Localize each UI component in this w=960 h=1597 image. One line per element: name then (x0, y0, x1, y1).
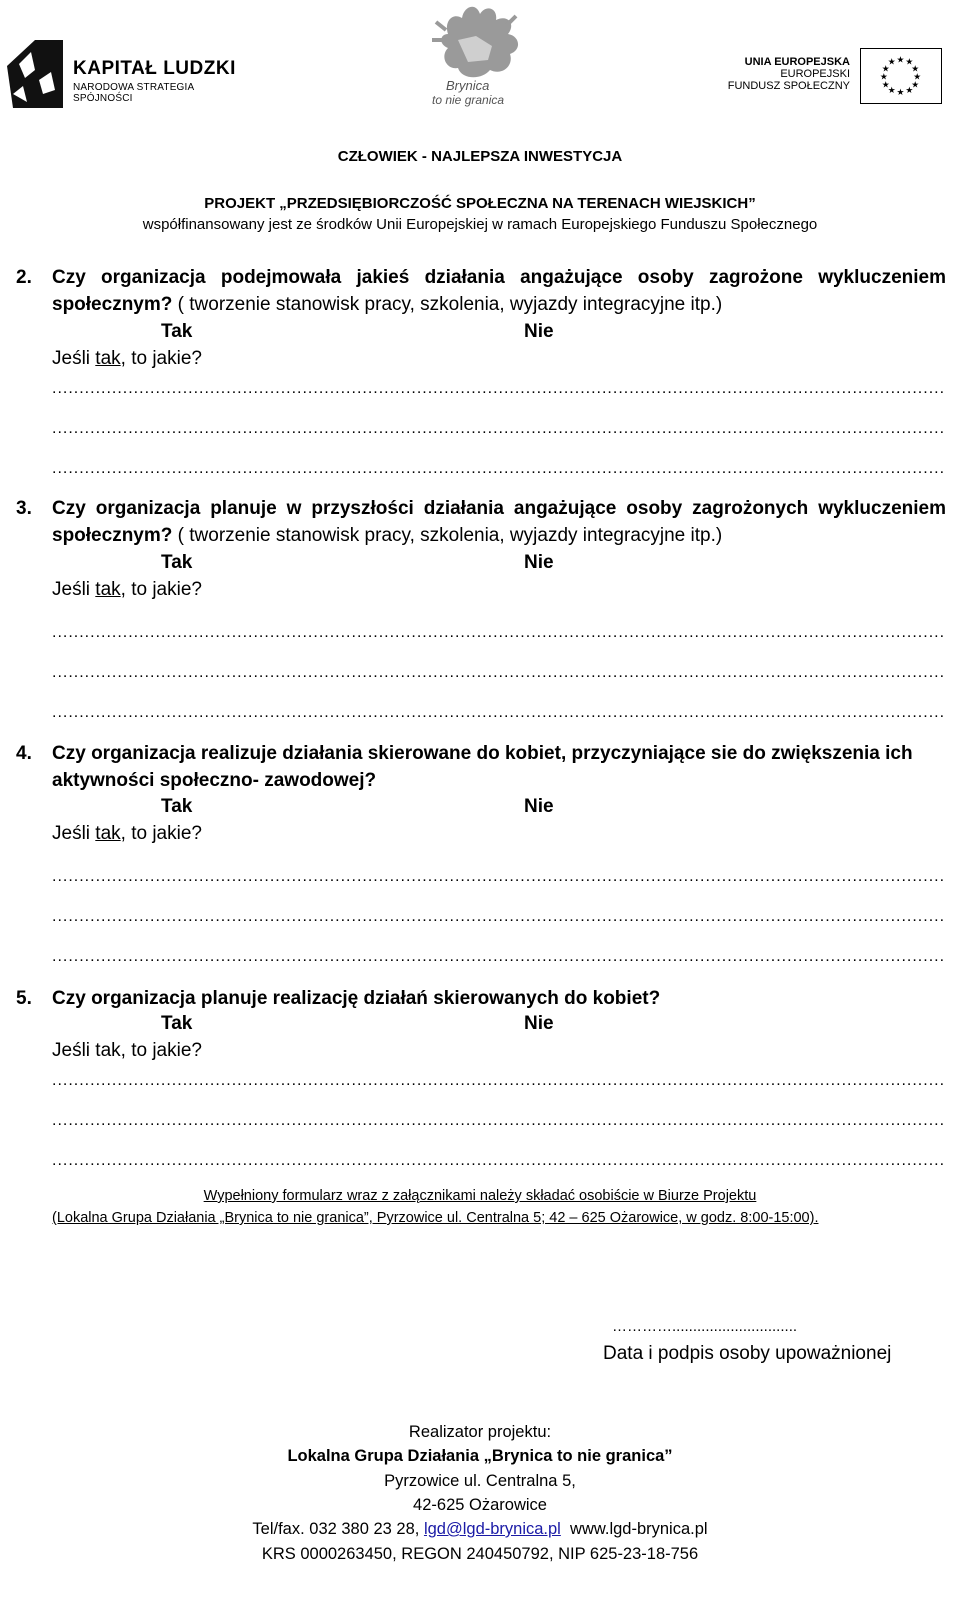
answer-line[interactable] (52, 1074, 945, 1088)
answer-line[interactable] (52, 910, 945, 924)
answer-line[interactable] (52, 1114, 945, 1128)
answer-line[interactable] (52, 666, 945, 680)
question-number: 2. (16, 267, 32, 288)
footer-www: www.lgd-brynica.pl (560, 1520, 708, 1538)
question-text: Czy organizacja planuje realizację działań skierowanych do kobiet? (52, 988, 661, 1009)
question-number: 4. (16, 743, 32, 764)
footer-contact (0, 1520, 960, 1539)
if-yes-prompt: Jeśli tak, to jakie? (52, 348, 202, 369)
svg-text:★: ★ (913, 72, 922, 83)
svg-text:★: ★ (911, 80, 920, 91)
kapital-ludzki-emblem-icon (5, 36, 67, 112)
option-nie[interactable]: Nie (524, 1013, 554, 1034)
if-yes-prompt: Jeśli tak, to jakie? (52, 579, 202, 600)
hand-print-icon (418, 0, 538, 82)
svg-text:★: ★ (905, 57, 914, 68)
footer-email-link[interactable]: lgd@lgd-brynica.pl (423, 1520, 561, 1538)
kapital-logo-subtitle: NARODOWA STRATEGIA SPÓJNOŚCI (73, 82, 194, 104)
brynica-logo (410, 0, 540, 112)
ue-logo-line1: UNIA EUROPEJSKA (744, 56, 850, 68)
answer-line[interactable] (52, 462, 945, 476)
svg-text:★: ★ (896, 55, 905, 66)
question-number: 3. (16, 498, 32, 519)
eu-flag-icon (860, 48, 942, 104)
question-5 (16, 985, 946, 1012)
answer-line[interactable] (52, 950, 945, 964)
option-nie[interactable]: Nie (524, 321, 554, 342)
question-hint: ( tworzenie stanowisk pracy, szkolenia, wyjazdy integracyjne itp.) (172, 294, 723, 315)
svg-text:★: ★ (911, 64, 920, 75)
option-tak[interactable]: Tak (161, 796, 193, 817)
answer-line[interactable] (52, 626, 945, 640)
option-nie[interactable]: Nie (524, 796, 554, 817)
footer-tel: Tel/fax. 032 380 23 28, (252, 1520, 424, 1538)
eu-stars-icon (861, 49, 940, 102)
svg-text:★: ★ (905, 86, 914, 97)
svg-text:★: ★ (887, 57, 896, 68)
signature-label: Data i podpis osoby upoważnionej (603, 1343, 892, 1364)
footer-realizator: Realizator projektu: (408, 1423, 552, 1441)
svg-text:★: ★ (879, 72, 888, 83)
footer-organization: Lokalna Grupa Działania „Brynica to nie granica” (287, 1447, 673, 1465)
question-hint: ( tworzenie stanowisk pracy, szkolenia, wyjazdy integracyjne itp.) (172, 525, 723, 546)
question-2 (16, 264, 946, 318)
svg-text:★: ★ (896, 88, 905, 99)
question-4 (16, 740, 946, 794)
svg-text:★: ★ (881, 80, 890, 91)
answer-line[interactable] (52, 870, 945, 884)
signature-line[interactable]: ………….............................. (612, 1318, 798, 1335)
footer-registry: KRS 0000263450, REGON 240450792, NIP 625-23-18-756 (261, 1545, 699, 1563)
question-number: 5. (16, 988, 32, 1009)
option-tak[interactable]: Tak (161, 1013, 193, 1034)
svg-text:★: ★ (881, 64, 890, 75)
if-yes-prompt: Jeśli tak, to jakie? (52, 1040, 202, 1061)
option-nie[interactable]: Nie (524, 552, 554, 573)
submission-notice-line2: (Lokalna Grupa Działania „Brynica to nie granica”, Pyrzowice ul. Centralna 5; 42 – 625 Ożarowice, w godz. 8:00-15:00). (52, 1210, 819, 1226)
ue-logo-text (700, 56, 850, 92)
footer-city: 42-625 Ożarowice (413, 1496, 547, 1514)
if-yes-prompt: Jeśli tak, to jakie? (52, 823, 202, 844)
question-3 (16, 495, 946, 549)
question-text: Czy organizacja planuje w przyszłości działania angażujące osoby zagrożonych wykluczeniem społecznym? (52, 498, 946, 546)
submission-notice-line1: Wypełniony formularz wraz z załącznikami należy składać osobiście w Biurze Projektu (203, 1188, 757, 1204)
cofinance-line: współfinansowany jest ze środków Unii Europejskiej w ramach Europejskiego Funduszu Społecznego (142, 216, 818, 233)
ue-logo-line3: FUNDUSZ SPOŁECZNY (727, 80, 850, 92)
project-title: PROJEKT „PRZEDSIĘBIORCZOŚĆ SPOŁECZNA NA TERENACH WIEJSKICH” (204, 195, 756, 212)
svg-text:★: ★ (887, 86, 896, 97)
answer-line[interactable] (52, 422, 945, 436)
ue-logo-line2: EUROPEJSKI (780, 68, 850, 80)
question-text: Czy organizacja podejmowała jakieś działania angażujące osoby zagrożone wykluczeniem społecznym? (52, 267, 946, 315)
kapital-logo-title: KAPITAŁ LUDZKI (73, 58, 236, 79)
footer-street: Pyrzowice ul. Centralna 5, (384, 1472, 576, 1490)
option-tak[interactable]: Tak (161, 552, 193, 573)
brynica-logo-line1: Brynica (446, 78, 490, 93)
answer-line[interactable] (52, 1154, 945, 1168)
answer-line[interactable] (52, 706, 945, 720)
kapital-ludzki-logo (5, 36, 245, 114)
brynica-logo-line2: to nie granica (432, 93, 505, 107)
option-tak[interactable]: Tak (161, 321, 193, 342)
question-text: Czy organizacja realizuje działania skierowane do kobiet, przyczyniające sie do zwiększenia ich aktywności społeczno- zawodowej? (52, 743, 913, 791)
answer-line[interactable] (52, 382, 945, 396)
slogan: CZŁOWIEK - NAJLEPSZA INWESTYCJA (337, 148, 623, 165)
